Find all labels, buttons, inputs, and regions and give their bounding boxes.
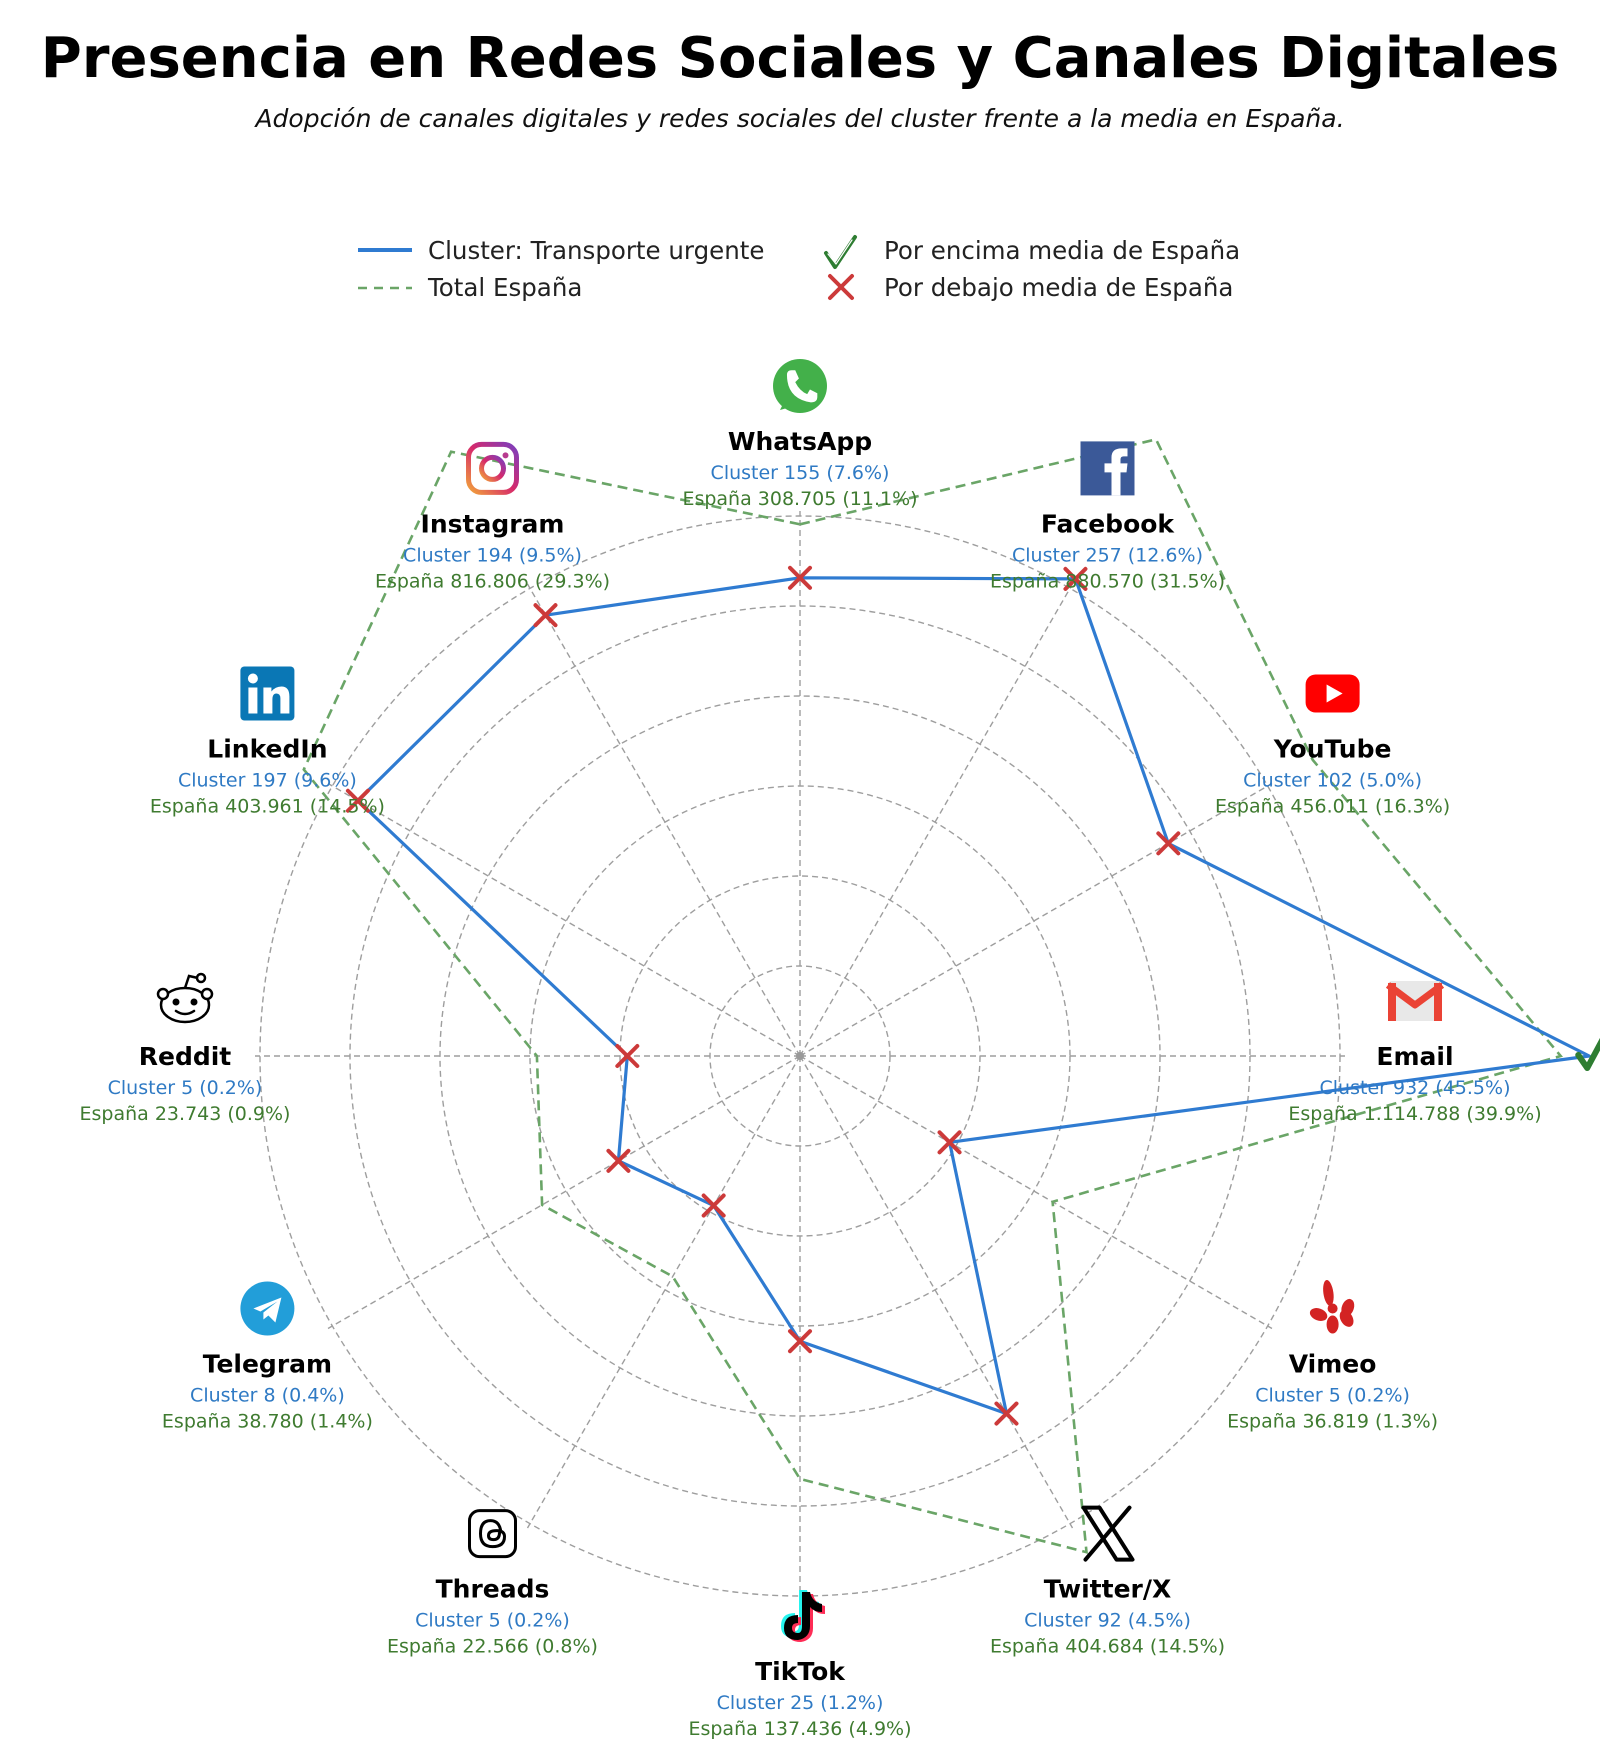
axis-label-linkedin: LinkedIn [207,734,328,764]
axis-label-telegram: Telegram [202,1349,333,1379]
cluster-value-facebook: Cluster 257 (12.6%) [1012,544,1203,567]
spain-value-youtube: España 456.011 (16.3%) [1215,795,1451,818]
chart-title: Presencia en Redes Sociales y Canales Digitales [40,26,1560,91]
marker-below-threads [704,1196,724,1216]
axis-label-threads: Threads [435,1574,550,1604]
axis-label-whatsapp: WhatsApp [727,427,873,456]
axis-label-vimeo: Vimeo [1288,1349,1377,1379]
spain-value-instagram: España 816.806 (29.3%) [374,570,611,593]
axis-line-youtube [800,784,1272,1057]
spain-value-tiktok: España 137.436 (4.9%) [688,1718,912,1740]
axis-line-threads [528,1056,801,1528]
axis-label-facebook: Facebook [1040,509,1175,539]
spain-value-email: España 1.114.788 (39.9%) [1288,1103,1542,1125]
axis-line-linkedin [328,784,800,1057]
reddit-icon [158,974,212,1022]
axis-line-instagram [528,584,801,1056]
tiktok-icon [781,1590,825,1642]
email-icon [1388,981,1442,1021]
legend-below-label: Por debajo media de España [884,273,1234,302]
telegram-icon [240,1282,294,1336]
cluster-value-email: Cluster 932 (45.5%) [1319,1077,1511,1099]
cluster-value-twitter: Cluster 92 (4.5%) [1024,1609,1191,1632]
spain-value-linkedin: España 403.961 (14.5%) [149,795,385,818]
spain-value-threads: España 22.566 (0.8%) [387,1635,598,1658]
labels-layer [80,427,1542,1740]
axis-line-telegram [328,1056,800,1329]
cluster-value-whatsapp: Cluster 155 (7.6%) [710,462,890,484]
spain-value-telegram: España 38.780 (1.4%) [161,1410,373,1433]
legend-spain-label: Total España [428,273,583,302]
cluster-value-linkedin: Cluster 197 (9.6%) [177,769,357,792]
spain-value-reddit: España 23.743 (0.9%) [79,1103,291,1125]
center-dot [796,1052,804,1060]
cluster-value-youtube: Cluster 102 (5.0%) [1243,769,1423,792]
cluster-value-tiktok: Cluster 25 (1.2%) [716,1692,884,1714]
marker-above-email [1578,1040,1600,1068]
youtube-icon [1306,675,1360,713]
spain-value-facebook: España 880.570 (31.5%) [989,570,1226,593]
instagram-icon [469,444,517,492]
legend-cluster-label: Cluster: Transporte urgente [428,236,765,265]
whatsapp-icon [773,359,827,413]
threads-icon [470,1511,516,1557]
chart-subtitle: Adopción de canales digitales y redes sociales del cluster frente a la media en España. [255,104,1345,133]
spain-value-whatsapp: España 308.705 (11.1%) [682,488,918,510]
axis-line-vimeo [800,1056,1272,1329]
cluster-value-reddit: Cluster 5 (0.2%) [107,1077,263,1099]
x-icon [1084,1508,1133,1560]
axis-label-instagram: Instagram [420,509,565,539]
legend-cross-icon [830,276,852,298]
legend [358,236,1240,302]
marker-below-youtube [1158,833,1178,853]
axis-label-reddit: Reddit [138,1042,232,1071]
cluster-value-telegram: Cluster 8 (0.4%) [190,1384,345,1407]
cluster-value-instagram: Cluster 194 (9.5%) [403,544,582,567]
legend-above-label: Por encima media de España [884,236,1241,265]
spain-value-vimeo: España 36.819 (1.3%) [1227,1410,1439,1433]
cluster-value-vimeo: Cluster 5 (0.2%) [1255,1384,1410,1407]
facebook-icon [1081,441,1135,495]
axis-line-twitter [800,1056,1073,1528]
linkedin-icon [240,667,294,721]
vimeo-icon [1308,1279,1356,1333]
spain-value-twitter: España 404.684 (14.5%) [989,1635,1226,1658]
axis-label-youtube: YouTube [1273,734,1392,764]
axis-label-twitter: Twitter/X [1043,1574,1172,1604]
axis-line-facebook [800,584,1073,1056]
axis-label-tiktok: TikTok [755,1657,845,1686]
cluster-value-threads: Cluster 5 (0.2%) [415,1609,570,1632]
axis-label-email: Email [1376,1042,1454,1071]
